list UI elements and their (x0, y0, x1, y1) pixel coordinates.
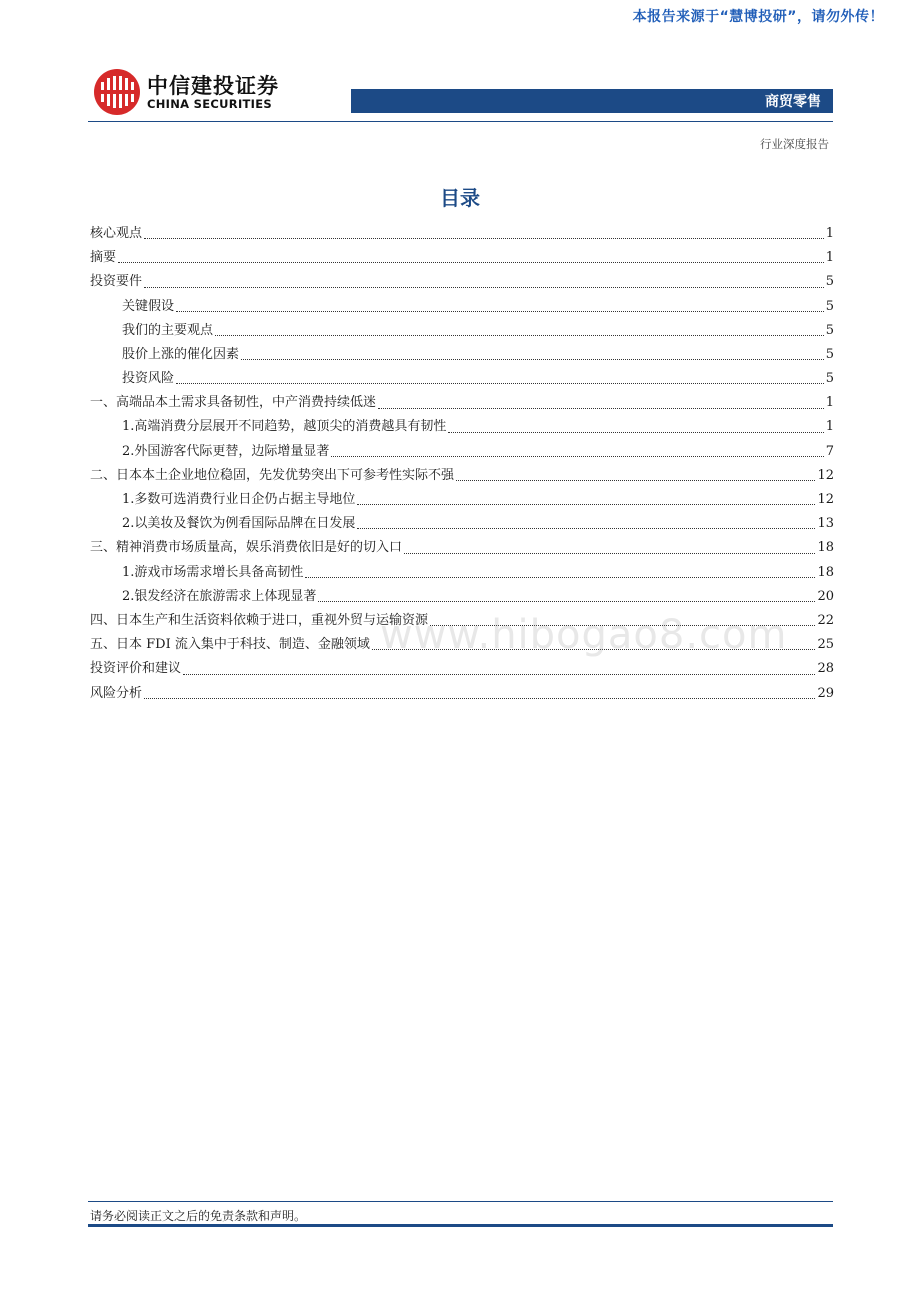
toc-entry-label: 投资评价和建议 (90, 661, 182, 677)
toc-entry-page: 1 (825, 225, 834, 241)
toc-entry[interactable] (90, 464, 834, 488)
toc-leader-dots (456, 480, 815, 481)
toc-entry[interactable] (90, 367, 834, 391)
toc-entry-label: 二、日本本土企业地位稳固，先发优势突出下可参考性实际不强 (90, 467, 455, 483)
toc-leader-dots (357, 528, 815, 529)
toc-entry-label: 三、精神消费市场质量高，娱乐消费依旧是好的切入口 (90, 540, 403, 556)
toc-leader-dots (448, 432, 823, 433)
toc-leader-dots (176, 383, 824, 384)
toc-entry-page: 28 (817, 661, 834, 677)
toc-leader-dots (215, 335, 824, 336)
toc-entry-page: 1 (825, 395, 834, 411)
toc-entry[interactable] (90, 343, 834, 367)
footer-divider (88, 1201, 833, 1202)
toc-entry-label: 1.高端消费分层展开不同趋势，越顶尖的消费越具有韧性 (122, 419, 447, 435)
toc-leader-dots (305, 577, 815, 578)
toc-entry[interactable] (90, 657, 834, 681)
toc-entry[interactable] (90, 270, 834, 294)
toc-leader-dots (118, 262, 824, 263)
toc-entry-label: 摘要 (90, 250, 117, 266)
toc-entry-label: 投资要件 (90, 274, 143, 290)
sector-band (351, 89, 833, 113)
toc-entry-label: 我们的主要观点 (122, 322, 214, 338)
toc-entry[interactable] (90, 536, 834, 560)
toc-entry-page: 22 (817, 612, 834, 628)
toc-entry[interactable] (90, 391, 834, 415)
watermark: www.hibogao8.com (380, 612, 788, 658)
toc-entry[interactable] (90, 561, 834, 585)
toc-entry-label: 一、高端品本土需求具备韧性，中产消费持续低迷 (90, 395, 377, 411)
toc-entry-label: 五、日本 FDI 流入集中于科技、制造、金融领域 (90, 637, 370, 653)
toc-entry[interactable] (90, 222, 834, 246)
toc-entry-label: 核心观点 (90, 225, 143, 241)
report-type-label: 行业深度报告 (760, 137, 829, 151)
brand-name-cn: 中信建投证券 (147, 74, 279, 98)
toc-entry-label: 风险分析 (90, 685, 143, 701)
toc-entry-page: 25 (817, 637, 834, 653)
toc-leader-dots (318, 601, 815, 602)
toc-entry[interactable] (90, 682, 834, 706)
toc-leader-dots (183, 674, 815, 675)
toc-entry-page: 18 (817, 564, 834, 580)
toc-entry[interactable] (90, 488, 834, 512)
toc-entry-page: 5 (825, 274, 834, 290)
toc-leader-dots (357, 504, 815, 505)
toc-leader-dots (144, 287, 824, 288)
footer-disclaimer: 请务必阅读正文之后的免责条款和声明。 (90, 1209, 307, 1223)
toc-title: 目录 (440, 186, 480, 210)
toc-entry-page: 12 (817, 492, 834, 508)
toc-leader-dots (144, 698, 815, 699)
toc-leader-dots (241, 359, 824, 360)
toc-entry[interactable] (90, 440, 834, 464)
citic-logo-icon (93, 68, 141, 116)
brand-name-en: CHINA SECURITIES (147, 97, 272, 111)
toc-entry-page: 18 (817, 540, 834, 556)
toc-entry-page: 5 (825, 371, 834, 387)
toc-leader-dots (176, 311, 824, 312)
toc-entry[interactable] (90, 246, 834, 270)
toc-entry[interactable] (90, 319, 834, 343)
toc-entry-page: 1 (825, 250, 834, 266)
toc-entry-label: 投资风险 (122, 371, 175, 387)
toc-entry-page: 20 (817, 588, 834, 604)
toc-leader-dots (144, 238, 824, 239)
sector-label: 商贸零售 (765, 94, 821, 110)
toc-entry[interactable] (90, 416, 834, 440)
toc-leader-dots (404, 553, 815, 554)
toc-leader-dots (331, 456, 823, 457)
toc-entry-label: 关键假设 (122, 298, 175, 314)
toc-entry[interactable] (90, 585, 834, 609)
toc-entry-label: 2.以美妆及餐饮为例看国际品牌在日发展 (122, 516, 356, 532)
company-logo (93, 66, 313, 118)
footer-bar (88, 1224, 833, 1227)
toc-entry-page: 5 (825, 322, 834, 338)
toc-entry[interactable] (90, 295, 834, 319)
toc-entry-label: 2.外国游客代际更替，边际增量显著 (122, 443, 330, 459)
toc-leader-dots (378, 408, 824, 409)
toc-entry-page: 5 (825, 298, 834, 314)
toc-entry-page: 12 (817, 467, 834, 483)
toc-entry-page: 5 (825, 346, 834, 362)
toc-entry-page: 29 (817, 685, 834, 701)
toc-entry-page: 1 (825, 419, 834, 435)
toc-entry-page: 7 (825, 443, 834, 459)
toc-entry-page: 13 (817, 516, 834, 532)
toc-entry-label: 2.银发经济在旅游需求上体现显著 (122, 588, 317, 604)
toc-entry-label: 四、日本生产和生活资料依赖于进口，重视外贸与运输资源 (90, 612, 429, 628)
toc-entry-label: 1.多数可选消费行业日企仍占据主导地位 (122, 492, 356, 508)
toc-entry[interactable] (90, 512, 834, 536)
toc-entry-label: 股价上涨的催化因素 (122, 346, 240, 362)
toc-entry-label: 1.游戏市场需求增长具备高韧性 (122, 564, 304, 580)
source-notice: 本报告来源于“慧博投研”，请勿外传！ (632, 9, 884, 25)
header-divider (88, 121, 833, 122)
